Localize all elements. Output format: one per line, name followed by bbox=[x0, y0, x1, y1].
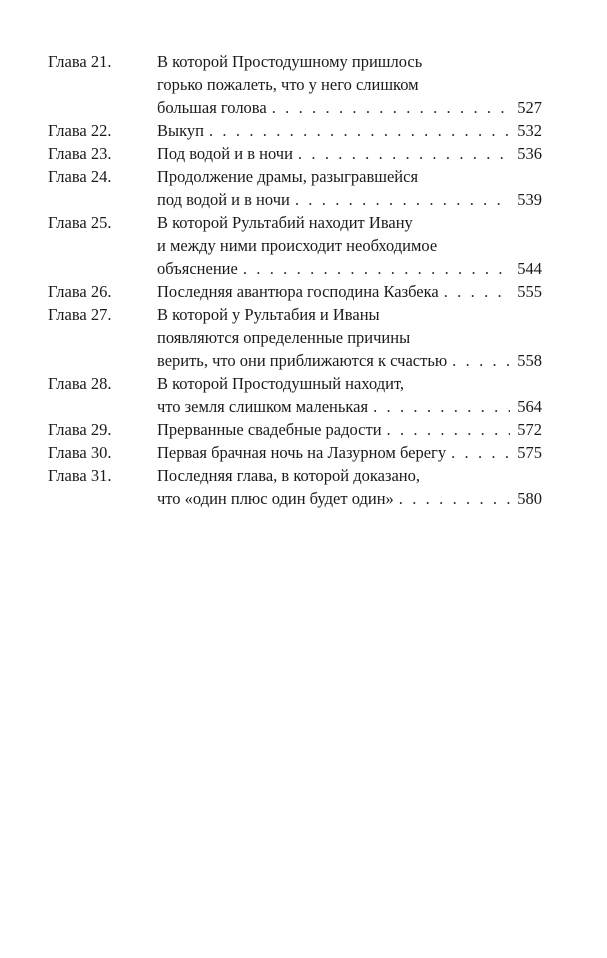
chapter-title bbox=[157, 50, 542, 119]
chapter-title bbox=[157, 280, 542, 303]
chapter-number: Глава 27. bbox=[48, 305, 112, 324]
chapter-number: Глава 26. bbox=[48, 282, 112, 301]
chapter-number: Глава 23. bbox=[48, 144, 112, 163]
toc-entry bbox=[48, 441, 542, 464]
page-number: 532 bbox=[517, 121, 542, 140]
chapter-title-last-line bbox=[157, 188, 542, 211]
toc-entry bbox=[48, 142, 542, 165]
chapter-number: Глава 24. bbox=[48, 167, 112, 186]
chapter-title-line: В которой Простодушному пришлось bbox=[157, 52, 423, 71]
chapter-title bbox=[157, 165, 542, 211]
dot-leader bbox=[387, 418, 510, 441]
chapter-title-line: Прерванные свадебные радости bbox=[157, 420, 382, 439]
dot-leader bbox=[373, 395, 510, 418]
page-number: 555 bbox=[517, 282, 542, 301]
toc-entry bbox=[48, 280, 542, 303]
page-number: 575 bbox=[517, 443, 542, 462]
toc-entry bbox=[48, 464, 542, 510]
chapter-title-line: Выкуп bbox=[157, 121, 204, 140]
chapter-number: Глава 31. bbox=[48, 466, 112, 485]
chapter-title-last-line bbox=[157, 142, 542, 165]
toc-entry bbox=[48, 50, 542, 119]
chapter-title-last-line bbox=[157, 487, 542, 510]
toc-entry bbox=[48, 165, 542, 211]
chapter-title bbox=[157, 464, 542, 510]
toc-entry bbox=[48, 418, 542, 441]
chapter-title-line: появляются определенные причины bbox=[157, 328, 411, 347]
chapter-title-line: Под водой и в ночи bbox=[157, 144, 293, 163]
chapter-title bbox=[157, 441, 542, 464]
page-number: 558 bbox=[517, 351, 542, 370]
dot-leader bbox=[451, 441, 510, 464]
chapter-title bbox=[157, 211, 542, 280]
chapter-title-line: под водой и в ночи bbox=[157, 190, 290, 209]
page-number: 544 bbox=[517, 259, 542, 278]
chapter-title-last-line bbox=[157, 349, 542, 372]
dot-leader bbox=[243, 257, 510, 280]
toc-entry bbox=[48, 303, 542, 372]
toc-entry bbox=[48, 119, 542, 142]
page-number: 564 bbox=[517, 397, 542, 416]
chapter-title bbox=[157, 372, 542, 418]
toc-entry bbox=[48, 372, 542, 418]
chapter-number: Глава 28. bbox=[48, 374, 112, 393]
chapter-number: Глава 22. bbox=[48, 121, 112, 140]
dot-leader bbox=[295, 188, 510, 211]
dot-leader bbox=[399, 487, 510, 510]
chapter-title bbox=[157, 142, 542, 165]
page-number: 527 bbox=[517, 98, 542, 117]
page-number: 572 bbox=[517, 420, 542, 439]
chapter-title-line: В которой Простодушный находит, bbox=[157, 374, 405, 393]
chapter-title-line: Последняя глава, в которой доказано, bbox=[157, 466, 421, 485]
chapter-title-line: что «один плюс один будет один» bbox=[157, 489, 394, 508]
chapter-title-last-line bbox=[157, 96, 542, 119]
page-number: 536 bbox=[517, 144, 542, 163]
chapter-number: Глава 30. bbox=[48, 443, 112, 462]
chapter-title-line: большая голова bbox=[157, 98, 267, 117]
dot-leader bbox=[444, 280, 510, 303]
chapter-title-line: и между ними происходит необходимое bbox=[157, 236, 438, 255]
chapter-title-line: В которой у Рультабия и Иваны bbox=[157, 305, 380, 324]
dot-leader bbox=[272, 96, 510, 119]
chapter-title-last-line bbox=[157, 441, 542, 464]
chapter-title bbox=[157, 119, 542, 142]
page-number: 539 bbox=[517, 190, 542, 209]
chapter-title-last-line bbox=[157, 257, 542, 280]
chapter-title bbox=[157, 418, 542, 441]
chapter-title-line: что земля слишком маленькая bbox=[157, 397, 369, 416]
chapter-title-last-line bbox=[157, 395, 542, 418]
chapter-title-line: В которой Рультабий находит Ивану bbox=[157, 213, 413, 232]
page-number: 580 bbox=[517, 489, 542, 508]
chapter-title-line: Продолжение драмы, разыгравшейся bbox=[157, 167, 419, 186]
chapter-title-line: Первая брачная ночь на Лазурном берегу bbox=[157, 443, 447, 462]
chapter-title bbox=[157, 303, 542, 372]
chapter-title-line: Последняя авантюра господина Казбека bbox=[157, 282, 439, 301]
chapter-title-last-line bbox=[157, 280, 542, 303]
chapter-title-line: объяснение bbox=[157, 259, 238, 278]
chapter-title-line: горько пожалеть, что у него слишком bbox=[157, 75, 419, 94]
chapter-number: Глава 29. bbox=[48, 420, 112, 439]
dot-leader bbox=[298, 142, 510, 165]
chapter-number: Глава 21. bbox=[48, 52, 112, 71]
chapter-number: Глава 25. bbox=[48, 213, 112, 232]
table-of-contents bbox=[48, 50, 542, 510]
dot-leader bbox=[452, 349, 510, 372]
dot-leader bbox=[209, 119, 510, 142]
toc-entry bbox=[48, 211, 542, 280]
chapter-title-last-line bbox=[157, 119, 542, 142]
chapter-title-last-line bbox=[157, 418, 542, 441]
chapter-title-line: верить, что они приближаются к счастью bbox=[157, 351, 448, 370]
